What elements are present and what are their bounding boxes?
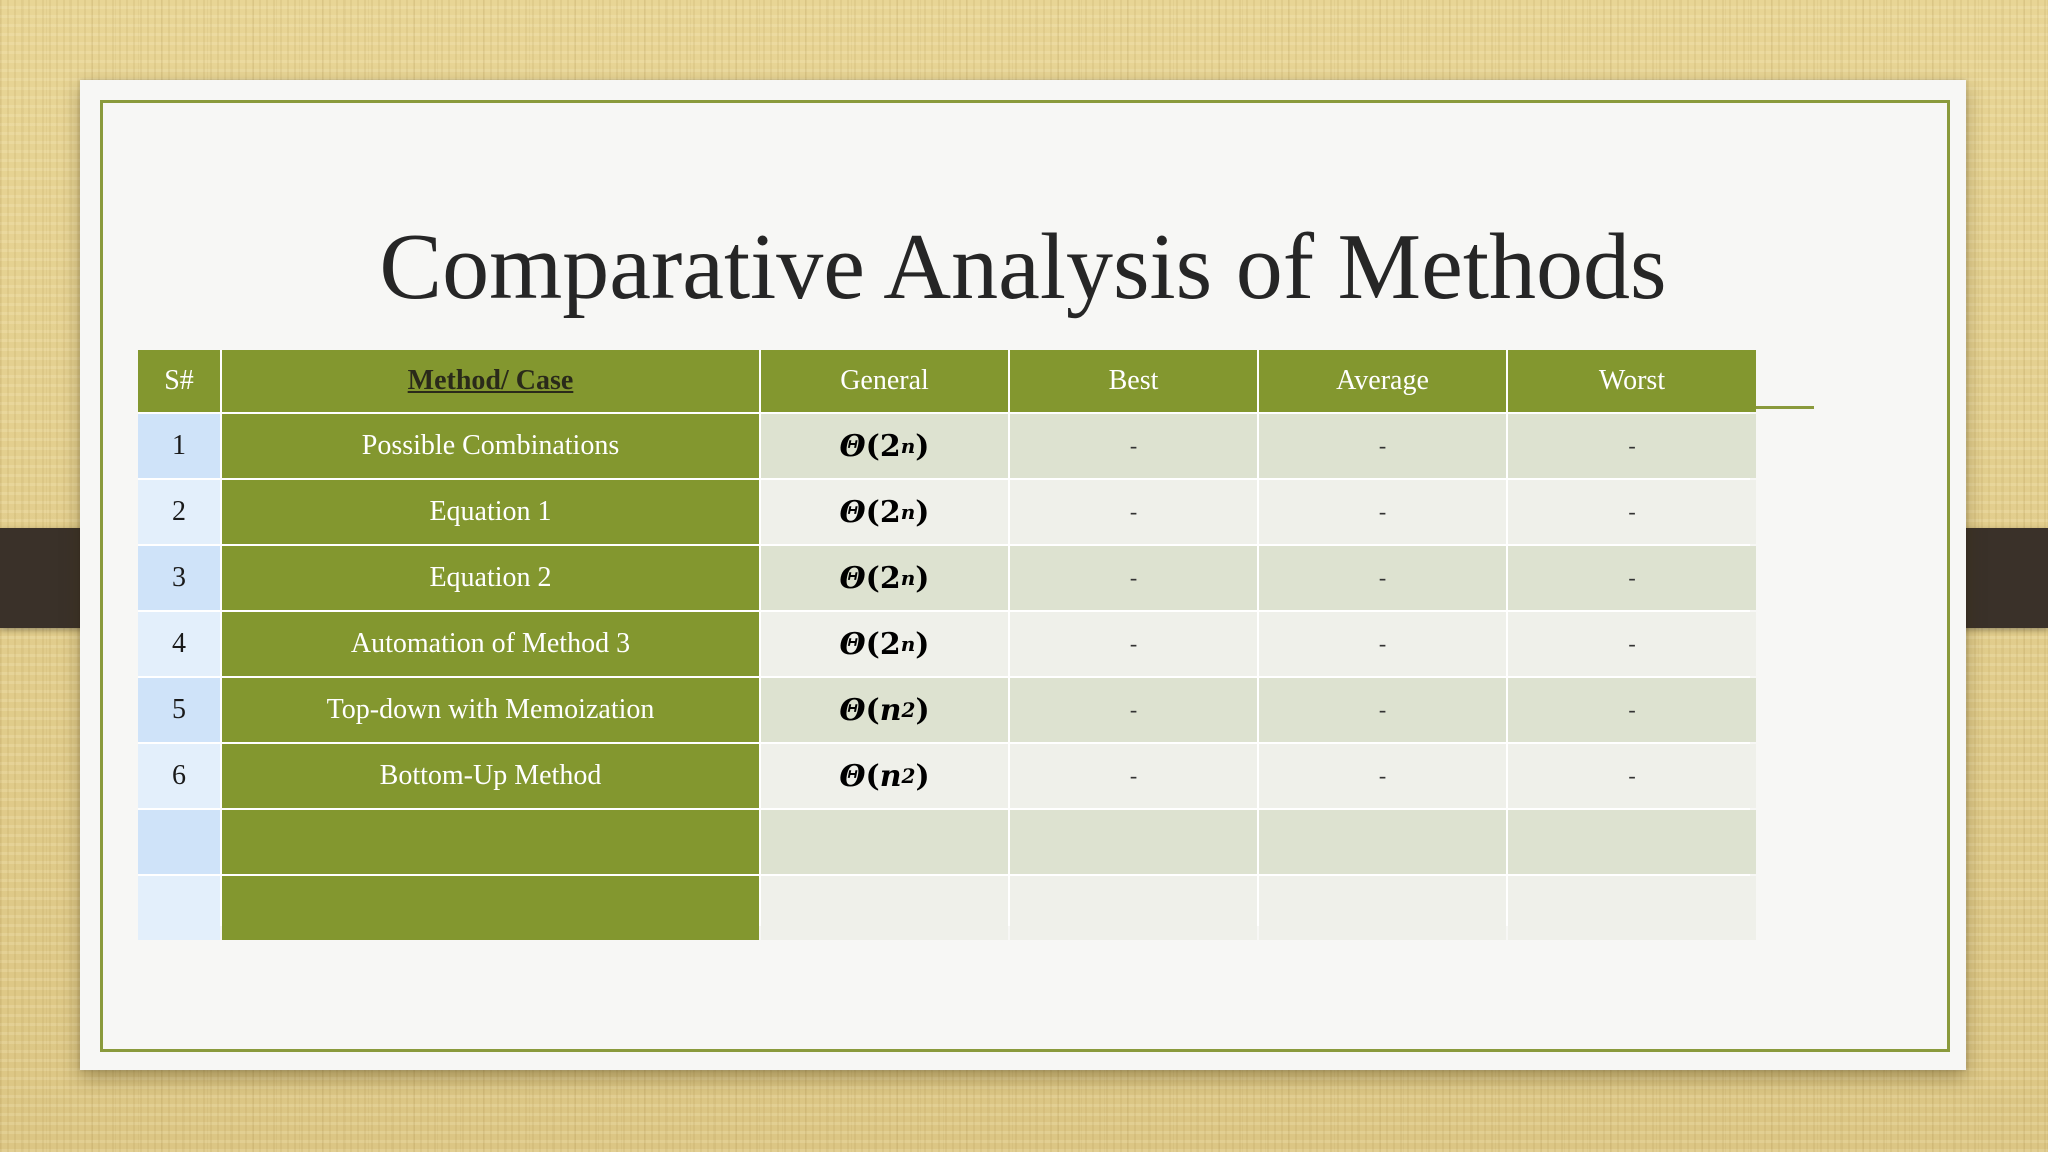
cell-best: -	[1010, 480, 1257, 544]
cell-method	[222, 810, 759, 874]
cell-sn: 1	[138, 414, 220, 478]
cell-worst: -	[1508, 414, 1756, 478]
cell-average: -	[1259, 546, 1506, 610]
cell-general	[761, 876, 1008, 940]
cell-average: -	[1259, 612, 1506, 676]
cell-general	[761, 810, 1008, 874]
cell-sn: 3	[138, 546, 220, 610]
cell-method: Bottom-Up Method	[222, 744, 759, 808]
cell-method: Equation 1	[222, 480, 759, 544]
cell-sn	[138, 876, 220, 940]
cell-method: Top-down with Memoization	[222, 678, 759, 742]
header-general: General	[761, 350, 1008, 412]
cell-sn: 2	[138, 480, 220, 544]
cell-method	[222, 876, 759, 940]
cell-worst	[1508, 810, 1756, 874]
cell-worst: -	[1508, 678, 1756, 742]
cell-method: Equation 2	[222, 546, 759, 610]
cell-best: -	[1010, 546, 1257, 610]
cell-general: Θ ( 2 n )	[761, 414, 1008, 478]
cell-average	[1259, 876, 1506, 940]
cell-sn	[138, 810, 220, 874]
header-method: Method/ Case	[222, 350, 759, 412]
comparison-table	[138, 350, 1750, 926]
header-average: Average	[1259, 350, 1506, 412]
cell-worst: -	[1508, 612, 1756, 676]
cell-best: -	[1010, 678, 1257, 742]
cell-general: Θ ( 2 n )	[761, 480, 1008, 544]
cell-general: Θ ( 2 n )	[761, 612, 1008, 676]
header-worst: Worst	[1508, 350, 1756, 412]
cell-worst	[1508, 876, 1756, 940]
cell-best: -	[1010, 414, 1257, 478]
cell-method: Automation of Method 3	[222, 612, 759, 676]
cell-sn: 5	[138, 678, 220, 742]
cell-best: -	[1010, 744, 1257, 808]
cell-best	[1010, 810, 1257, 874]
cell-best: -	[1010, 612, 1257, 676]
header-best: Best	[1010, 350, 1257, 412]
cell-average: -	[1259, 414, 1506, 478]
cell-average: -	[1259, 744, 1506, 808]
slide-title: Comparative Analysis of Methods	[379, 215, 1667, 319]
header-sn: S#	[138, 350, 220, 412]
cell-general: Θ ( n 2 )	[761, 744, 1008, 808]
cell-average: -	[1259, 480, 1506, 544]
cell-worst: -	[1508, 744, 1756, 808]
cell-average	[1259, 810, 1506, 874]
cell-worst: -	[1508, 546, 1756, 610]
cell-method: Possible Combinations	[222, 414, 759, 478]
cell-best	[1010, 876, 1257, 940]
cell-worst: -	[1508, 480, 1756, 544]
cell-sn: 6	[138, 744, 220, 808]
cell-sn: 4	[138, 612, 220, 676]
cell-general: Θ ( n 2 )	[761, 678, 1008, 742]
cell-general: Θ ( 2 n )	[761, 546, 1008, 610]
cell-average: -	[1259, 678, 1506, 742]
